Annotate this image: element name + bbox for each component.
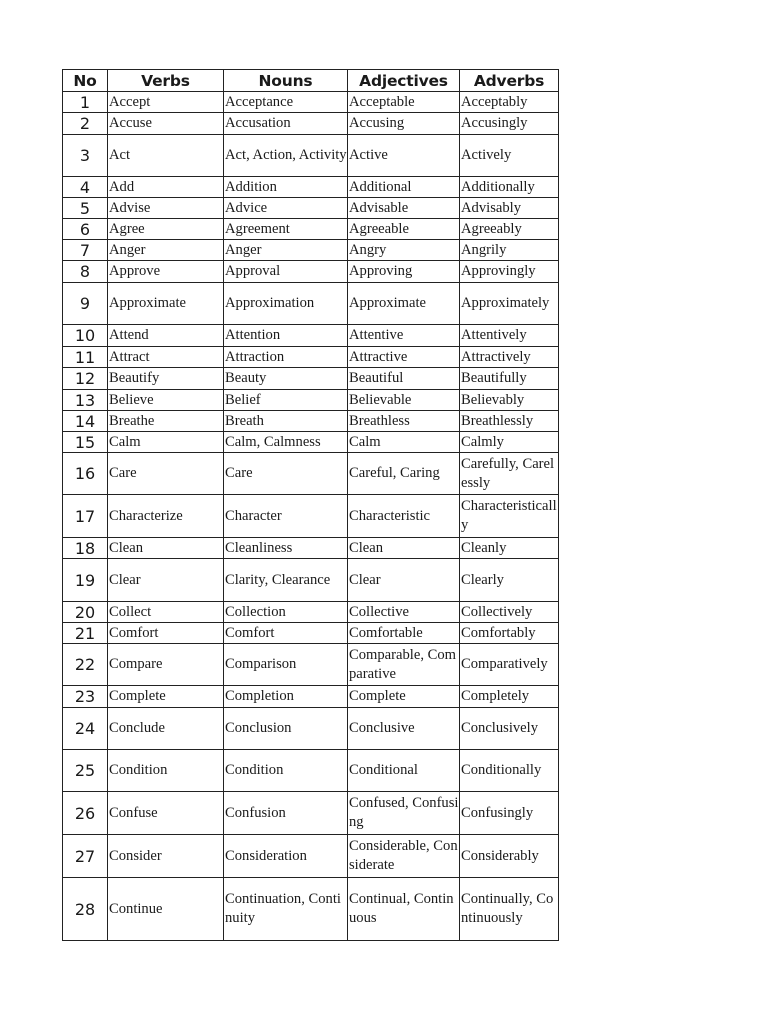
verb-cell: Act <box>108 135 224 177</box>
table-row <box>63 559 559 602</box>
adjective-cell: Believable <box>348 390 460 411</box>
table-row <box>63 495 559 538</box>
row-number: 20 <box>63 602 108 623</box>
noun-cell: Comfort <box>224 623 348 644</box>
noun-cell: Beauty <box>224 368 348 390</box>
row-number: 16 <box>63 453 108 495</box>
header-verbs: Verbs <box>108 70 224 92</box>
verb-cell: Anger <box>108 240 224 261</box>
table-row <box>63 219 559 240</box>
table-row <box>63 432 559 453</box>
row-number: 25 <box>63 750 108 792</box>
noun-cell: Advice <box>224 198 348 219</box>
row-number: 1 <box>63 92 108 113</box>
adverb-cell: Comfortably <box>460 623 559 644</box>
adverb-cell: Collectively <box>460 602 559 623</box>
noun-cell: Conclusion <box>224 708 348 750</box>
row-number: 3 <box>63 135 108 177</box>
row-number: 9 <box>63 283 108 325</box>
noun-cell: Approval <box>224 261 348 283</box>
noun-cell: Consideration <box>224 835 348 878</box>
verb-cell: Comfort <box>108 623 224 644</box>
verb-cell: Condition <box>108 750 224 792</box>
table-row <box>63 644 559 686</box>
adverb-cell: Beautifully <box>460 368 559 390</box>
verb-cell: Confuse <box>108 792 224 835</box>
row-number: 2 <box>63 113 108 135</box>
adjective-cell: Collective <box>348 602 460 623</box>
adjective-cell: Conclusive <box>348 708 460 750</box>
noun-cell: Condition <box>224 750 348 792</box>
adjective-cell: Comparable, Comparative <box>348 644 460 686</box>
table-row <box>63 198 559 219</box>
row-number: 24 <box>63 708 108 750</box>
adjective-cell: Clear <box>348 559 460 602</box>
table-row <box>63 686 559 708</box>
adjective-cell: Continual, Continuous <box>348 878 460 941</box>
row-number: 19 <box>63 559 108 602</box>
adverb-cell: Confusingly <box>460 792 559 835</box>
adjective-cell: Considerable, Considerate <box>348 835 460 878</box>
noun-cell: Character <box>224 495 348 538</box>
adverb-cell: Believably <box>460 390 559 411</box>
word-forms-table <box>62 69 559 941</box>
row-number: 10 <box>63 325 108 347</box>
noun-cell: Care <box>224 453 348 495</box>
adverb-cell: Conclusively <box>460 708 559 750</box>
verb-cell: Approve <box>108 261 224 283</box>
adjective-cell: Angry <box>348 240 460 261</box>
adjective-cell: Calm <box>348 432 460 453</box>
table-row <box>63 390 559 411</box>
verb-cell: Advise <box>108 198 224 219</box>
table-row <box>63 411 559 432</box>
verb-cell: Accept <box>108 92 224 113</box>
adverb-cell: Completely <box>460 686 559 708</box>
verb-cell: Collect <box>108 602 224 623</box>
table-row <box>63 453 559 495</box>
verb-cell: Attract <box>108 347 224 368</box>
table-row <box>63 283 559 325</box>
verb-cell: Complete <box>108 686 224 708</box>
verb-cell: Beautify <box>108 368 224 390</box>
noun-cell: Agreement <box>224 219 348 240</box>
row-number: 11 <box>63 347 108 368</box>
adjective-cell: Careful, Caring <box>348 453 460 495</box>
header-adjectives: Adjectives <box>348 70 460 92</box>
adjective-cell: Attentive <box>348 325 460 347</box>
noun-cell: Clarity, Clearance <box>224 559 348 602</box>
adjective-cell: Accusing <box>348 113 460 135</box>
table-row <box>63 878 559 941</box>
noun-cell: Continuation, Continuity <box>224 878 348 941</box>
table-row <box>63 602 559 623</box>
adjective-cell: Approximate <box>348 283 460 325</box>
verb-cell: Breathe <box>108 411 224 432</box>
noun-cell: Acceptance <box>224 92 348 113</box>
adverb-cell: Agreeably <box>460 219 559 240</box>
adjective-cell: Conditional <box>348 750 460 792</box>
table-body <box>63 92 559 941</box>
verb-cell: Continue <box>108 878 224 941</box>
noun-cell: Completion <box>224 686 348 708</box>
table-row <box>63 135 559 177</box>
adjective-cell: Attractive <box>348 347 460 368</box>
verb-cell: Believe <box>108 390 224 411</box>
verb-cell: Compare <box>108 644 224 686</box>
noun-cell: Calm, Calmness <box>224 432 348 453</box>
noun-cell: Comparison <box>224 644 348 686</box>
verb-cell: Approximate <box>108 283 224 325</box>
verb-cell: Accuse <box>108 113 224 135</box>
adverb-cell: Comparatively <box>460 644 559 686</box>
adjective-cell: Agreeable <box>348 219 460 240</box>
adjective-cell: Confused, Confusing <box>348 792 460 835</box>
row-number: 15 <box>63 432 108 453</box>
table-row <box>63 261 559 283</box>
adverb-cell: Attentively <box>460 325 559 347</box>
verb-cell: Attend <box>108 325 224 347</box>
adverb-cell: Continually, Continuously <box>460 878 559 941</box>
row-number: 7 <box>63 240 108 261</box>
verb-cell: Clear <box>108 559 224 602</box>
noun-cell: Confusion <box>224 792 348 835</box>
noun-cell: Addition <box>224 177 348 198</box>
adjective-cell: Acceptable <box>348 92 460 113</box>
table-row <box>63 240 559 261</box>
adverb-cell: Conditionally <box>460 750 559 792</box>
adverb-cell: Accusingly <box>460 113 559 135</box>
adjective-cell: Clean <box>348 538 460 559</box>
adverb-cell: Advisably <box>460 198 559 219</box>
noun-cell: Approximation <box>224 283 348 325</box>
adverb-cell: Characteristically <box>460 495 559 538</box>
noun-cell: Attraction <box>224 347 348 368</box>
noun-cell: Accusation <box>224 113 348 135</box>
noun-cell: Attention <box>224 325 348 347</box>
row-number: 28 <box>63 878 108 941</box>
adjective-cell: Approving <box>348 261 460 283</box>
noun-cell: Collection <box>224 602 348 623</box>
adjective-cell: Active <box>348 135 460 177</box>
row-number: 14 <box>63 411 108 432</box>
table-row <box>63 835 559 878</box>
row-number: 21 <box>63 623 108 644</box>
table-row <box>63 538 559 559</box>
row-number: 12 <box>63 368 108 390</box>
verb-cell: Care <box>108 453 224 495</box>
header-row <box>63 70 559 92</box>
table-row <box>63 177 559 198</box>
adverb-cell: Additionally <box>460 177 559 198</box>
row-number: 26 <box>63 792 108 835</box>
adverb-cell: Carefully, Carelessly <box>460 453 559 495</box>
row-number: 6 <box>63 219 108 240</box>
adjective-cell: Complete <box>348 686 460 708</box>
row-number: 22 <box>63 644 108 686</box>
header-nouns: Nouns <box>224 70 348 92</box>
adverb-cell: Cleanly <box>460 538 559 559</box>
adverb-cell: Actively <box>460 135 559 177</box>
row-number: 8 <box>63 261 108 283</box>
verb-cell: Characterize <box>108 495 224 538</box>
header-adverbs: Adverbs <box>460 70 559 92</box>
table-row <box>63 92 559 113</box>
row-number: 13 <box>63 390 108 411</box>
table-row <box>63 623 559 644</box>
verb-cell: Conclude <box>108 708 224 750</box>
noun-cell: Act, Action, Activity <box>224 135 348 177</box>
adverb-cell: Approvingly <box>460 261 559 283</box>
adverb-cell: Acceptably <box>460 92 559 113</box>
adjective-cell: Beautiful <box>348 368 460 390</box>
adjective-cell: Advisable <box>348 198 460 219</box>
table-row <box>63 368 559 390</box>
adverb-cell: Approximately <box>460 283 559 325</box>
table-row <box>63 708 559 750</box>
verb-cell: Agree <box>108 219 224 240</box>
table-row <box>63 347 559 368</box>
table-row <box>63 113 559 135</box>
adverb-cell: Breathlessly <box>460 411 559 432</box>
noun-cell: Breath <box>224 411 348 432</box>
row-number: 4 <box>63 177 108 198</box>
adjective-cell: Characteristic <box>348 495 460 538</box>
row-number: 23 <box>63 686 108 708</box>
row-number: 17 <box>63 495 108 538</box>
table-row <box>63 792 559 835</box>
verb-cell: Add <box>108 177 224 198</box>
noun-cell: Cleanliness <box>224 538 348 559</box>
adjective-cell: Comfortable <box>348 623 460 644</box>
adverb-cell: Angrily <box>460 240 559 261</box>
verb-cell: Consider <box>108 835 224 878</box>
header-no: No <box>63 70 108 92</box>
row-number: 5 <box>63 198 108 219</box>
adverb-cell: Attractively <box>460 347 559 368</box>
noun-cell: Belief <box>224 390 348 411</box>
adjective-cell: Breathless <box>348 411 460 432</box>
row-number: 18 <box>63 538 108 559</box>
adjective-cell: Additional <box>348 177 460 198</box>
noun-cell: Anger <box>224 240 348 261</box>
verb-cell: Calm <box>108 432 224 453</box>
adverb-cell: Calmly <box>460 432 559 453</box>
adverb-cell: Clearly <box>460 559 559 602</box>
table-row <box>63 325 559 347</box>
verb-cell: Clean <box>108 538 224 559</box>
row-number: 27 <box>63 835 108 878</box>
table-row <box>63 750 559 792</box>
adverb-cell: Considerably <box>460 835 559 878</box>
